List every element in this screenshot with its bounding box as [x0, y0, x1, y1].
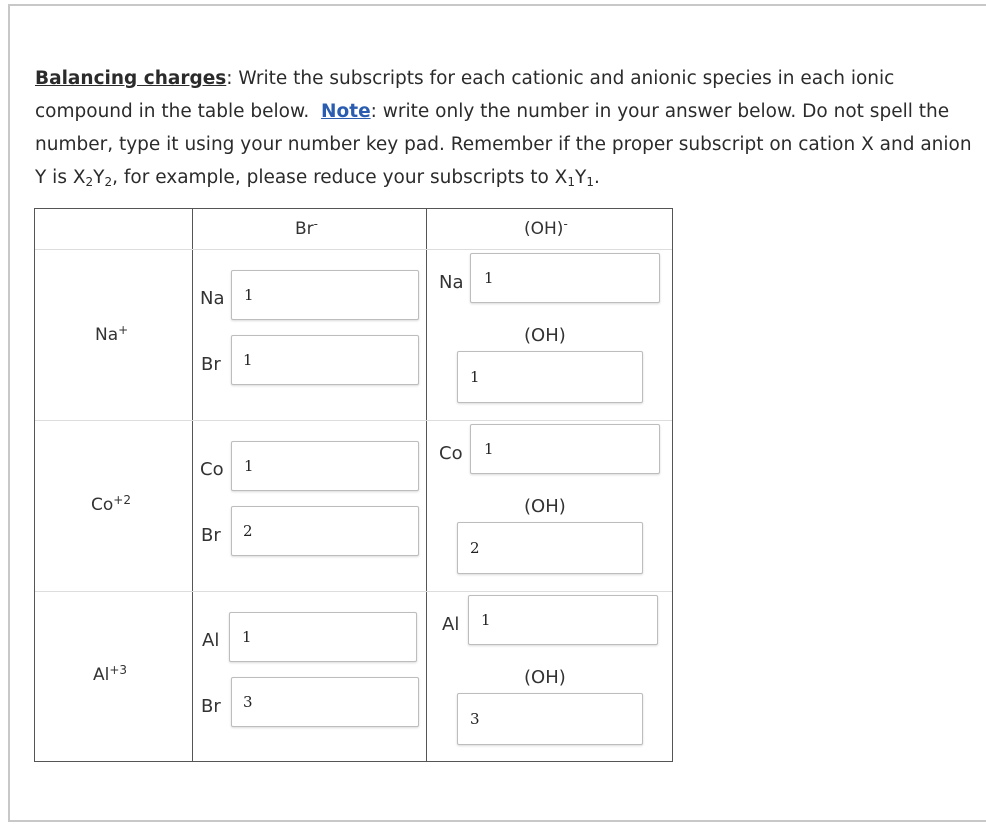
note-label: Note [321, 101, 371, 122]
oh-cation-label: Na [439, 272, 464, 293]
co-oh-cation-subscript-input[interactable]: 1 [470, 424, 660, 474]
instructions-title: Balancing charges [35, 68, 227, 89]
header-br: Br- [295, 217, 318, 239]
na-oh-cation-subscript-input[interactable]: 1 [470, 253, 660, 303]
oh-anion-label: (OH) [524, 496, 566, 517]
cation-label-al: $Al^{+3}$ [93, 663, 128, 685]
al-br-anion-subscript-input[interactable]: 3 [231, 677, 419, 727]
column-divider [192, 209, 193, 761]
column-divider [426, 209, 427, 761]
row-divider [35, 249, 672, 250]
na-br-cation-subscript-input[interactable]: 1 [231, 270, 419, 320]
br-anion-label: Br [201, 354, 221, 375]
co-oh-anion-subscript-input[interactable]: 2 [457, 522, 643, 574]
br-cation-label: Co [200, 459, 224, 480]
al-oh-cation-subscript-input[interactable]: 1 [468, 595, 658, 645]
br-cation-label: Na [200, 288, 225, 309]
br-cation-label: Al [202, 630, 220, 651]
header-oh: (OH)- [524, 217, 568, 239]
cation-label-co: $Co^{+2}$ [91, 493, 131, 515]
na-oh-anion-subscript-input[interactable]: 1 [457, 351, 643, 403]
oh-anion-label: (OH) [524, 667, 566, 688]
row-divider [35, 591, 672, 592]
na-br-anion-subscript-input[interactable]: 1 [231, 335, 419, 385]
co-br-anion-subscript-input[interactable]: 2 [231, 506, 419, 556]
answer-table [34, 208, 673, 762]
row-divider [35, 420, 672, 421]
co-br-cation-subscript-input[interactable]: 1 [231, 441, 419, 491]
cation-label-na: Na+ [95, 323, 129, 345]
al-br-cation-subscript-input[interactable]: 1 [229, 612, 417, 662]
oh-cation-label: Al [442, 614, 460, 635]
oh-cation-label: Co [439, 443, 463, 464]
oh-anion-label: (OH) [524, 325, 566, 346]
br-anion-label: Br [201, 525, 221, 546]
br-anion-label: Br [201, 696, 221, 717]
instructions: Balancing charges: Write the subscripts for each cationic and anionic species in each ionic compound in the table below. Note: write only the number in your answer below. Do not spell the number, type it using your number key pad. Remember if the proper subscript on cation X and anion Y is $X_2Y_2$, for example, please reduce your subscripts to $X_1Y_1$. [35, 68, 972, 189]
al-oh-anion-subscript-input[interactable]: 3 [457, 693, 643, 745]
